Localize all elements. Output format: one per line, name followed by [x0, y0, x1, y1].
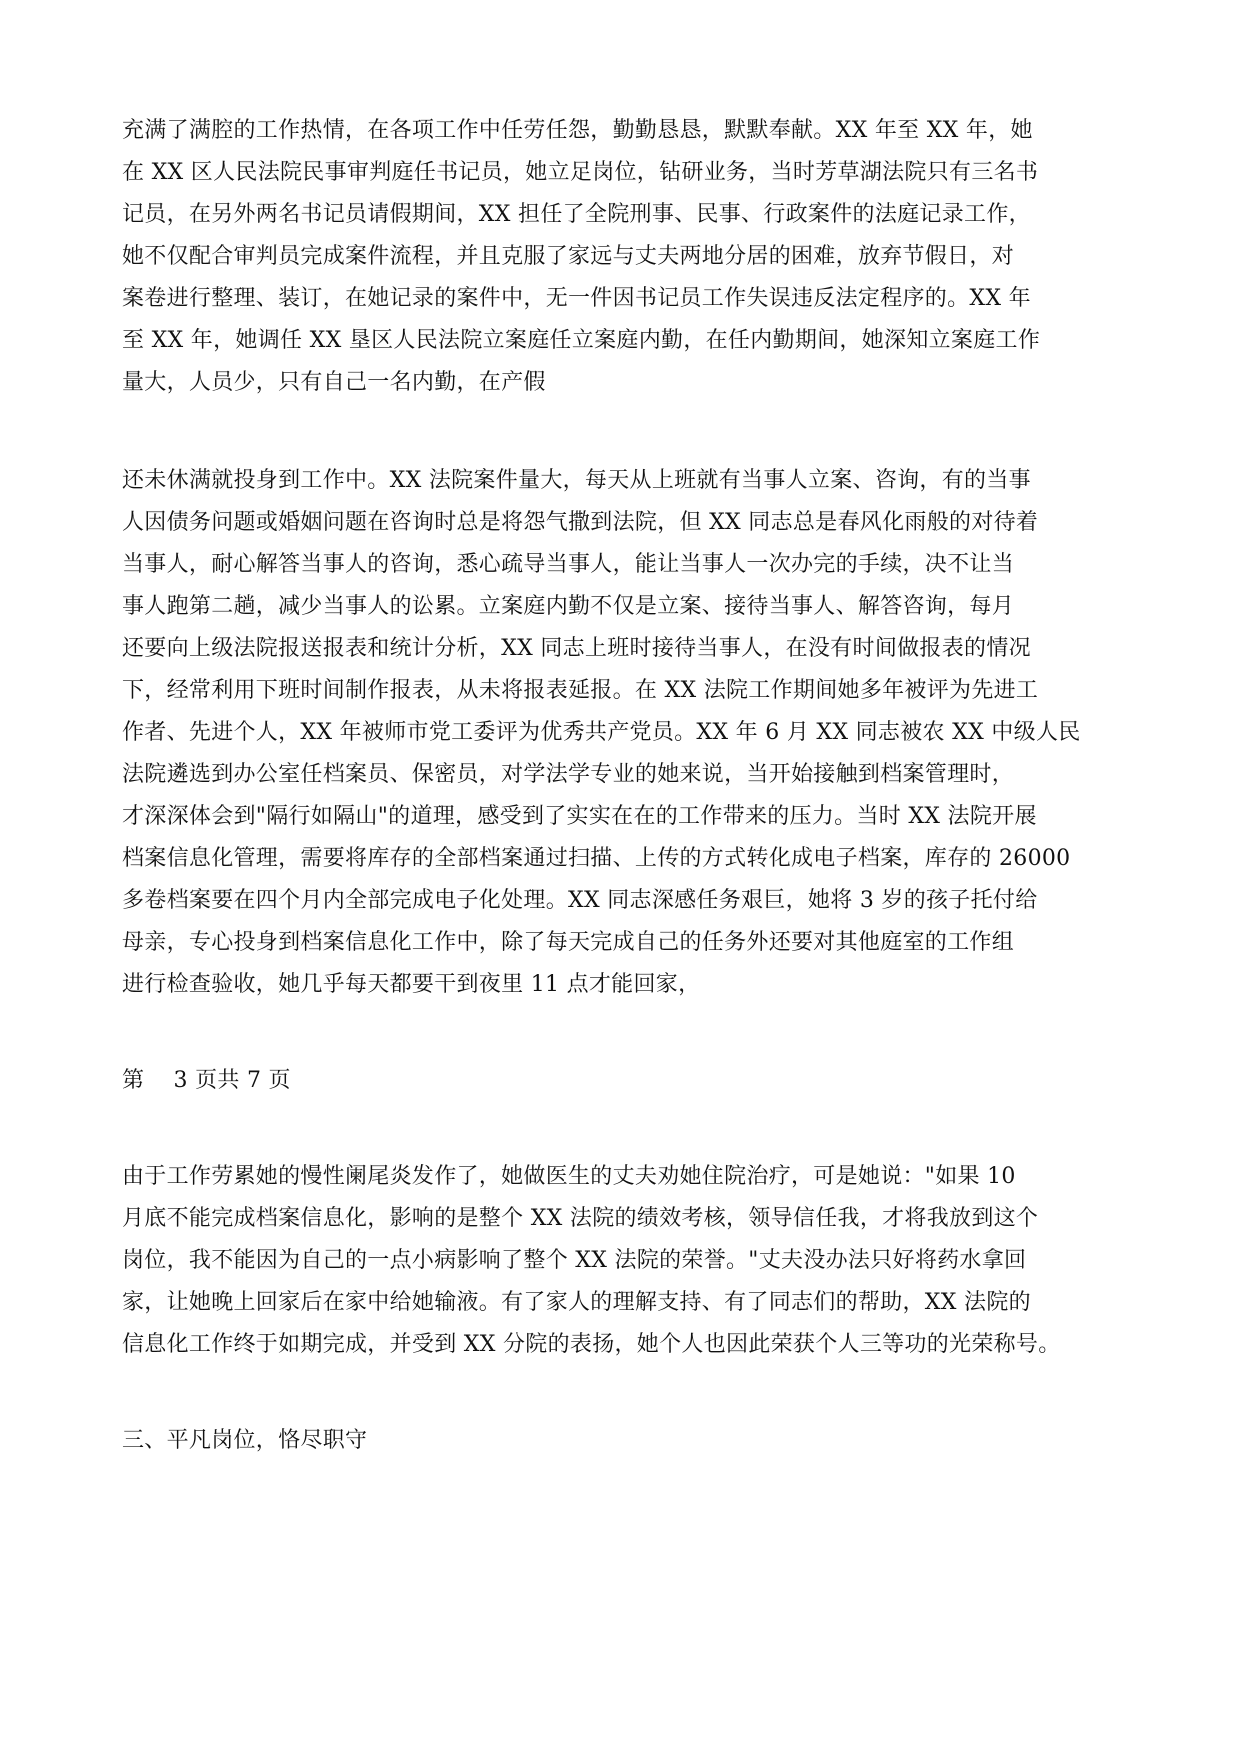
- paragraph-line: 下，经常利用下班时间制作报表，从未将报表延报。在 XX 法院工作期间她多年被评为先进工: [122, 678, 1039, 703]
- paragraph-line: 才深深体会到"隔行如隔山"的道理，感受到了实实在在的工作带来的压力。当时 XX 法院开展: [122, 804, 1037, 829]
- paragraph-line: 进行检查验收，她几乎每天都要干到夜里 11 点才能回家，: [122, 972, 701, 997]
- paragraph-line: 多卷档案要在四个月内全部完成电子化处理。XX 同志深感任务艰巨，她将 3 岁的孩子托付给: [122, 888, 1038, 913]
- paragraph-line: 充满了满腔的工作热情，在各项工作中任劳任怨，勤勤恳恳，默默奉献。XX 年至 XX 年，她: [122, 118, 1033, 143]
- paragraph-line: 岗位，我不能因为自己的一点小病影响了整个 XX 法院的荣誉。"丈夫没办法只好将药水拿回: [122, 1248, 1027, 1273]
- paragraph-line: 案卷进行整理、装订，在她记录的案件中，无一件因书记员工作失误违反法定程序的。XX 年: [122, 286, 1031, 311]
- paragraph-line: 家，让她晚上回家后在家中给她输液。有了家人的理解支持、有了同志们的帮助，XX 法院的: [122, 1290, 1031, 1315]
- paragraph-line: 档案信息化管理，需要将库存的全部档案通过扫描、上传的方式转化成电子档案，库存的 26000: [122, 846, 1071, 871]
- paragraph-line: 事人跑第二趟，减少当事人的讼累。立案庭内勤不仅是立案、接待当事人、解答咨询，每月: [122, 594, 1015, 619]
- paragraph-line: 当事人，耐心解答当事人的咨询，悉心疏导当事人，能让当事人一次办完的手续，决不让当: [122, 552, 1015, 577]
- section-heading: 三、平凡岗位，恪尽职守: [122, 1428, 368, 1453]
- paragraph-line: 记员，在另外两名书记员请假期间，XX 担任了全院刑事、民事、行政案件的法庭记录工作，: [122, 202, 1031, 227]
- paragraph-line: 法院遴选到办公室任档案员、保密员，对学法学专业的她来说，当开始接触到档案管理时，: [122, 762, 1015, 787]
- paragraph-line: 还要向上级法院报送报表和统计分析，XX 同志上班时接待当事人，在没有时间做报表的情况: [122, 636, 1031, 661]
- paragraph-line: 还未休满就投身到工作中。XX 法院案件量大，每天从上班就有当事人立案、咨询，有的当事: [122, 468, 1031, 493]
- paragraph-line: 由于工作劳累她的慢性阑尾炎发作了，她做医生的丈夫劝她住院治疗，可是她说："如果 10: [122, 1164, 1016, 1189]
- paragraph-line: 月底不能完成档案信息化，影响的是整个 XX 法院的绩效考核，领导信任我，才将我放到这个: [122, 1206, 1039, 1231]
- paragraph-line: 至 XX 年，她调任 XX 垦区人民法院立案庭任立案庭内勤，在任内勤期间，她深知立案庭工作: [122, 328, 1041, 353]
- paragraph-line: 母亲，专心投身到档案信息化工作中，除了每天完成自己的任务外还要对其他庭室的工作组: [122, 930, 1015, 955]
- page-number-footer: 第 3 页共 7 页: [122, 1068, 291, 1093]
- paragraph-line: 人因债务问题或婚姻问题在咨询时总是将怨气撒到法院，但 XX 同志总是春风化雨般的对待着: [122, 510, 1039, 535]
- paragraph-line: 作者、先进个人，XX 年被师市党工委评为优秀共产党员。XX 年 6 月 XX 同志被农 XX 中级人民: [122, 720, 1081, 745]
- paragraph-line: 她不仅配合审判员完成案件流程，并且克服了家远与丈夫两地分居的困难，放弃节假日，对: [122, 244, 1015, 269]
- paragraph-line: 信息化工作终于如期完成，并受到 XX 分院的表扬，她个人也因此荣获个人三等功的光荣称号。: [122, 1332, 1061, 1357]
- paragraph-line: 在 XX 区人民法院民事审判庭任书记员，她立足岗位，钻研业务，当时芳草湖法院只有三名书: [122, 160, 1039, 185]
- paragraph-line: 量大，人员少，只有自己一名内勤，在产假: [122, 370, 546, 395]
